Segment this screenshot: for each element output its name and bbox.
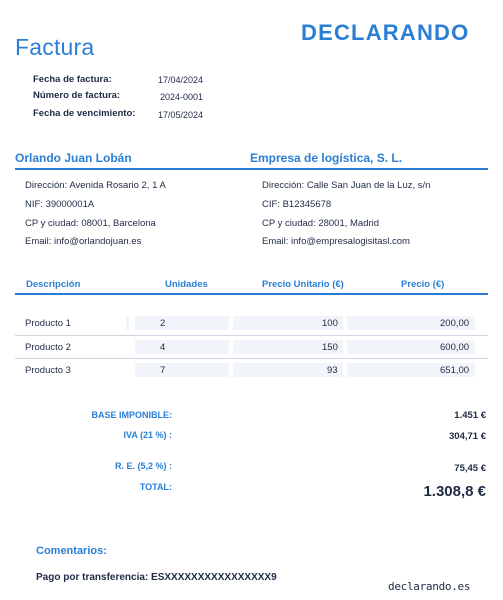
re-value: 75,45 € xyxy=(454,463,486,474)
watermark: declarando.es xyxy=(388,580,471,593)
seller-name: Orlando Juan Lobán xyxy=(15,151,132,165)
header-description: Descripción xyxy=(26,279,81,290)
brand-logo: DECLARANDO xyxy=(301,20,470,45)
header-units: Unidades xyxy=(165,279,208,290)
iva-value: 304,71 € xyxy=(449,431,486,442)
comments-label: Comentarios: xyxy=(36,545,107,557)
base-label: BASE IMPONIBLE: xyxy=(91,410,172,420)
seller-email: Email: info@orlandojuan.es xyxy=(25,236,142,247)
iva-label: IVA (21 %) : xyxy=(123,430,172,440)
base-value: 1.451 € xyxy=(454,410,486,421)
row-1-unit-price: 100 xyxy=(322,318,338,329)
row-2-unit-price: 150 xyxy=(322,342,338,353)
buyer-address: Dirección: Calle San Juan de la Luz, s/n xyxy=(262,180,431,191)
invoice-number-value: 2024-0001 xyxy=(160,92,204,102)
row-3-unit-price: 93 xyxy=(327,365,338,376)
buyer-cif: CIF: B12345678 xyxy=(262,199,332,210)
header-unit-price: Precio Unitario (€) xyxy=(262,279,344,290)
re-label: R. E. (5,2 %) : xyxy=(114,461,172,471)
invoice-number-label: Número de factura: xyxy=(33,90,121,101)
row-1-units: 2 xyxy=(160,318,166,329)
row-3-price: 651,00 xyxy=(440,365,470,376)
cell-shade xyxy=(126,316,129,330)
cell-shade xyxy=(135,363,229,377)
row-3-description: Producto 3 xyxy=(25,365,71,376)
cell-shade xyxy=(135,316,229,330)
buyer-city: CP y ciudad: 28001, Madrid xyxy=(262,218,380,229)
invoice-date-label: Fecha de factura: xyxy=(33,74,112,85)
row-divider xyxy=(15,335,488,336)
row-2-price: 600,00 xyxy=(440,342,470,353)
due-date-value: 17/05/2024 xyxy=(158,110,204,120)
buyer-email: Email: info@empresalogisitasl.com xyxy=(262,236,410,247)
payment-note: Pago por transferencia: ESXXXXXXXXXXXXXXXX9 xyxy=(36,572,277,583)
total-label: TOTAL: xyxy=(139,482,172,492)
row-3-units: 7 xyxy=(160,365,166,376)
row-1-price: 200,00 xyxy=(440,318,470,329)
cell-shade xyxy=(135,340,229,354)
row-2-description: Producto 2 xyxy=(25,342,71,353)
table-header-divider xyxy=(15,293,488,295)
header-price: Precio (€) xyxy=(401,279,445,290)
seller-city: CP y ciudad: 08001, Barcelona xyxy=(25,218,156,229)
parties-divider xyxy=(15,168,488,170)
invoice-date-value: 17/04/2024 xyxy=(158,75,204,85)
invoice-title: Factura xyxy=(15,34,95,60)
seller-address: Dirección: Avenida Rosario 2, 1 A xyxy=(25,180,166,191)
total-value: 1.308,8 € xyxy=(423,483,486,500)
seller-nif: NIF: 39000001A xyxy=(25,199,95,210)
row-1-description: Producto 1 xyxy=(25,318,71,329)
row-2-units: 4 xyxy=(160,342,166,353)
due-date-label: Fecha de vencimiento: xyxy=(33,108,136,119)
buyer-name: Empresa de logística, S. L. xyxy=(250,151,403,165)
row-divider xyxy=(15,358,488,359)
